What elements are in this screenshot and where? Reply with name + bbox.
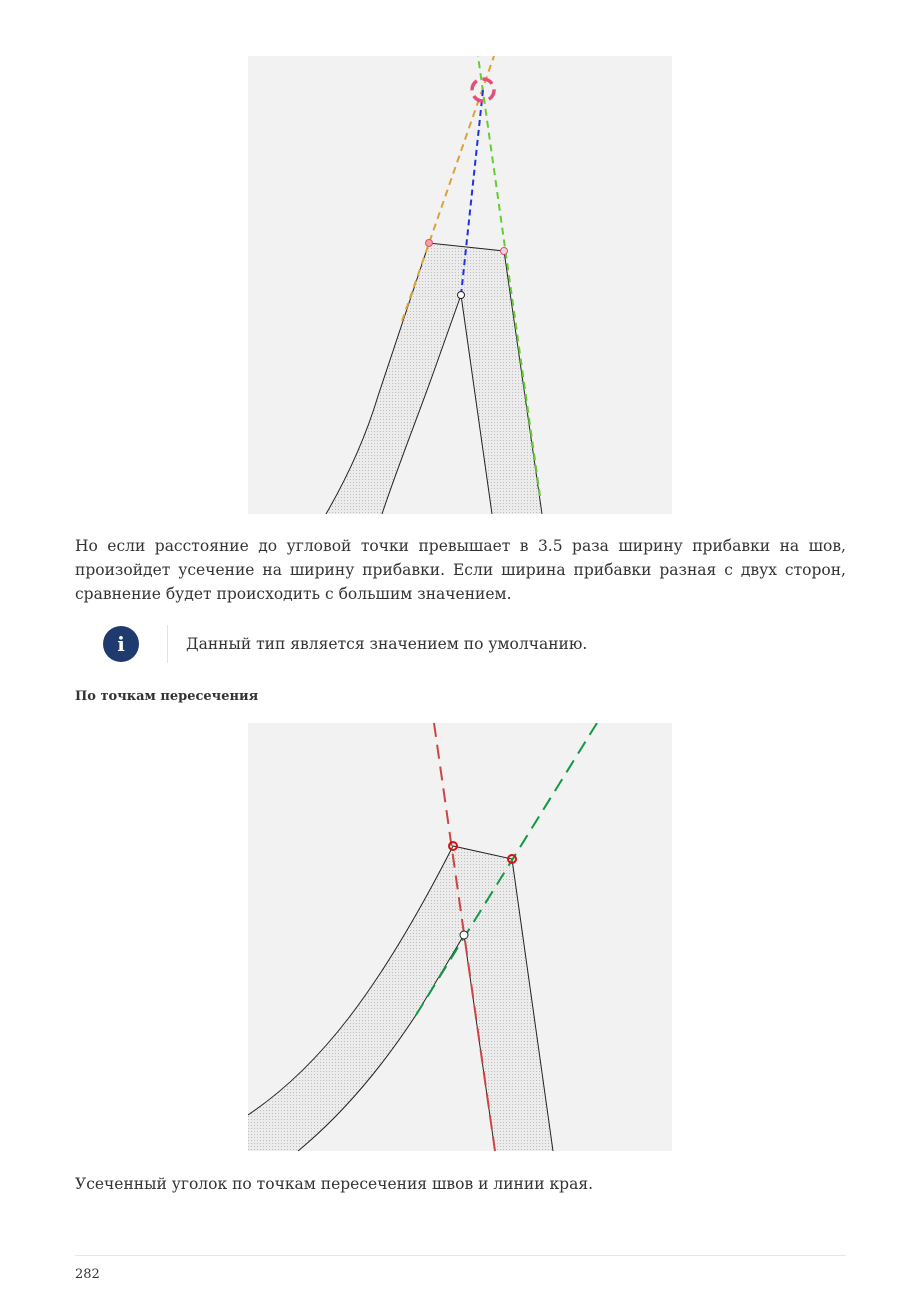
section-heading: По точкам пересечения [75, 689, 259, 704]
right-cut-point [501, 248, 508, 255]
inner-corner-point [460, 931, 468, 939]
seam-allowance-area [248, 846, 553, 1151]
note-text: Данный тип является значением по умолчанию. [186, 635, 588, 653]
diagram-2 [248, 723, 672, 1151]
inner-corner-point [458, 292, 465, 299]
figure-cut-corner-distance [248, 56, 672, 514]
note-divider [167, 625, 168, 663]
body-paragraph: Но если расстояние до угловой точки превышает в 3.5 раза ширину прибавки на шов, произойдет усечение на ширину прибавки. Если ширина прибавки разная с двух сторон, сравнение будет происходить с большим значением. [75, 537, 846, 603]
caption-paragraph: Усеченный уголок по точкам пересечения швов и линии края. [75, 1175, 594, 1193]
left-cut-point [426, 240, 433, 247]
seam-allowance-area [326, 243, 542, 514]
info-note [103, 625, 846, 663]
figure-cut-corner-intersection [248, 723, 672, 1151]
footer-divider [75, 1255, 846, 1256]
page-number: 282 [75, 1267, 100, 1282]
info-icon: i [103, 626, 139, 662]
diagram-1 [248, 56, 672, 514]
